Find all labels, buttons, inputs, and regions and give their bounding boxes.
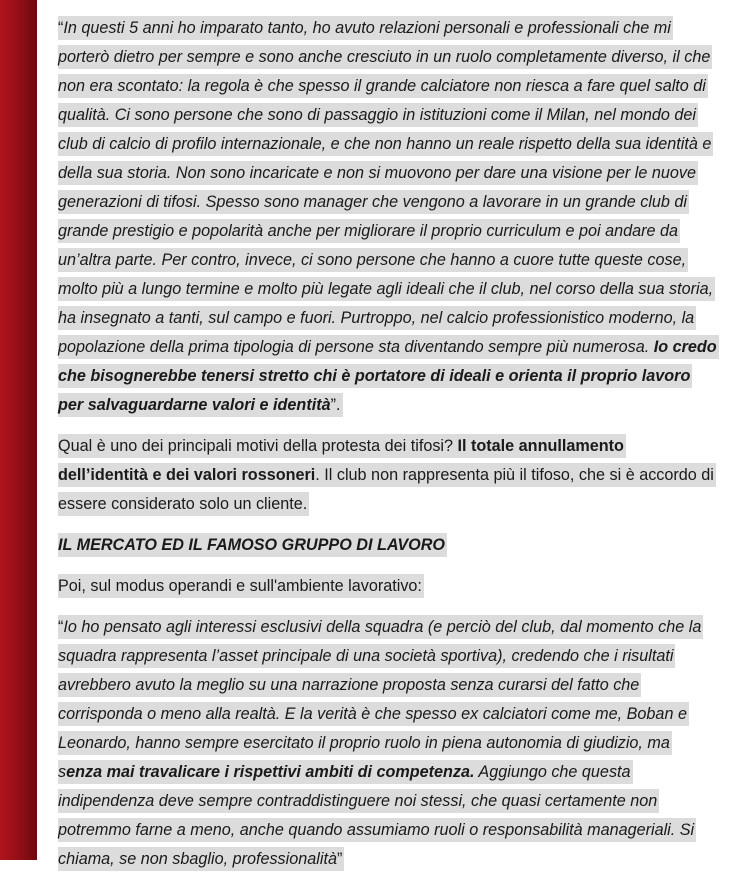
- quote-paragraph-2: [58, 613, 718, 874]
- question-text: Qual è uno dei principali motivi della protesta dei tifosi?: [58, 437, 458, 455]
- question-bold-text: Il totale annullamento dell’identità e dei valori rossoneri: [58, 437, 624, 484]
- article-body: [58, 14, 718, 886]
- quote-bold-text: Io credo che bisognerebbe tenersi stretto chi è portatore di ideali e orienta il proprio lavoro per salvaguardarne valori e identità: [58, 338, 717, 414]
- open-quote: “: [58, 19, 64, 37]
- question-tail-text: . Il club non rappresenta più il tifoso, che si è accordo di essere considerato solo un cliente.: [58, 466, 714, 513]
- section-heading: [58, 531, 718, 560]
- section-heading-text: IL MERCATO ED IL FAMOSO GRUPPO DI LAVORO: [58, 536, 446, 554]
- close-quote: ”.: [330, 396, 341, 414]
- intro-text: Poi, sul modus operandi e sull'ambiente lavorativo:: [58, 577, 422, 595]
- quote-text: In questi 5 anni ho imparato tanto, ho avuto relazioni personali e professionali che mi porterò dietro per sempre e sono anche cresciuto in un ruolo completamente diverso, il che non era scontato: la regola è che spesso il grande calciatore non riesca a fare quel salto di qualità. Ci sono persone che sono di passaggio in istituzioni come il Milan, nel mondo dei club di calcio di profilo internazionale, e che non hanno un reale rispetto della sua identità e della sua storia. Non sono incaricate e non si muovono per dare una visione per le nuove generazioni di tifosi. Spesso sono manager che vengono a lavorare in un grande club di grande prestigio e popolarità anche per migliorare il proprio curriculum e poi andare da un’altra parte. Per contro, invece, ci sono persone che hanno a cuore tutte queste cose, molto più a lungo termine e molto più legate agli ideali che il club, nel corso della sua storia, ha insegnato a tanti, sul campo e fuori. Purtroppo, nel calcio professionistico moderno, la popolazione della prima tipologia di persone sta diventando sempre più numerosa.: [58, 19, 714, 356]
- quote-tail-text: Aggiungo che questa indipendenza deve sempre contraddistinguere noi stessi, che quasi certamente non potremmo farne a meno, anche quando assumiamo ruoli o responsabilità manageriali. Si chiama, se non sbaglio, professionalità: [58, 763, 695, 868]
- quote-bold-text: enza mai travalicare i rispettivi ambiti di competenza.: [66, 763, 475, 781]
- close-quote: ”: [336, 850, 343, 868]
- open-quote: “: [58, 618, 64, 636]
- question-paragraph: [58, 432, 718, 519]
- quote-text: Io ho pensato agli interessi esclusivi della squadra (e perciò del club, dal momento che la squadra rappresenta l’asset principale di una società sportiva), credendo che i risultati avrebbero avuto la meglio su una narrazione proposta senza curarsi del fatto che corrisponda o meno alla realtà. E la verità è che spesso ex calciatori come me, Boban e Leonardo, hanno sempre esercitato il proprio ruolo in piena autonomia di giudizio, ma s: [58, 618, 702, 781]
- intro-paragraph: [58, 572, 718, 601]
- quote-paragraph-1: [58, 14, 718, 420]
- left-decorative-band: [0, 0, 37, 860]
